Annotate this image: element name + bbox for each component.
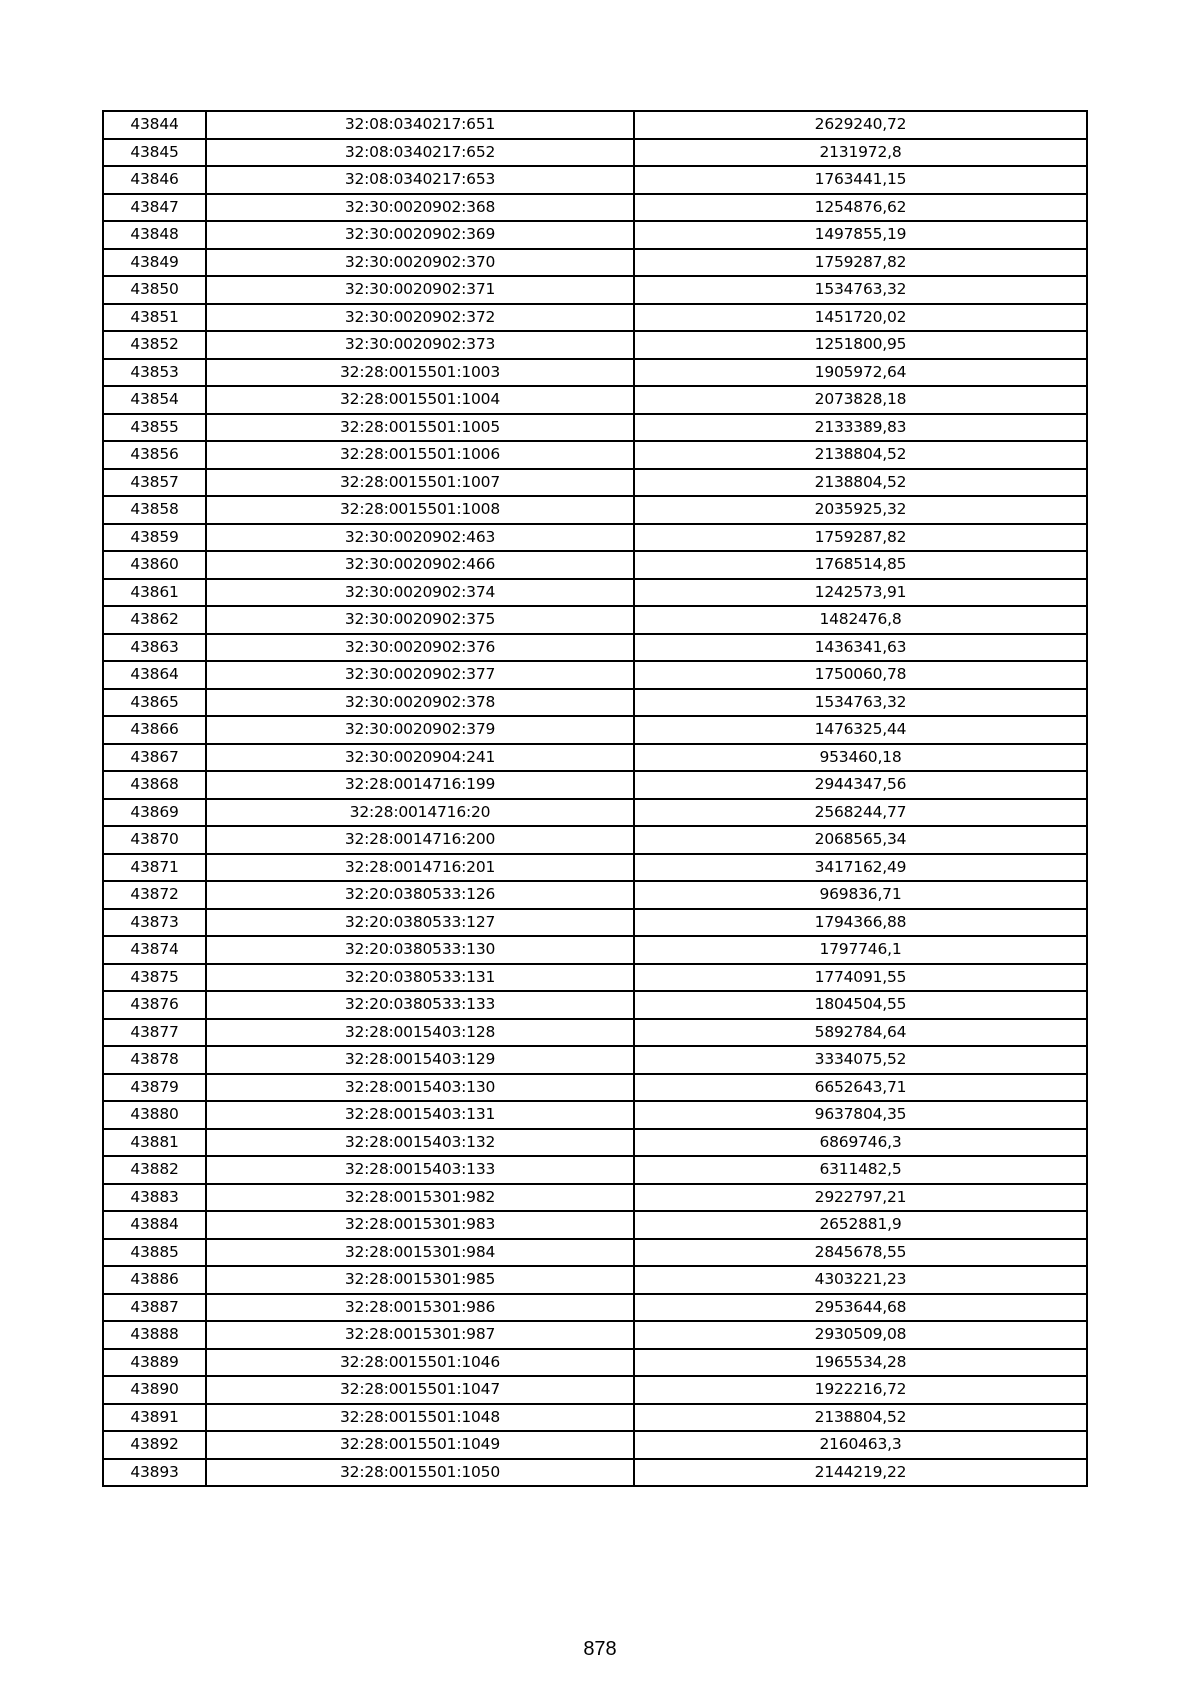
row-number-cell: 43884 (103, 1211, 206, 1239)
cadastral-number-cell: 32:30:0020902:374 (206, 579, 634, 607)
cadastral-number-cell: 32:28:0014716:20 (206, 799, 634, 827)
cadastral-number-cell: 32:20:0380533:126 (206, 881, 634, 909)
cadastral-value-cell: 2138804,52 (634, 469, 1087, 497)
cadastral-value-cell: 2138804,52 (634, 1404, 1087, 1432)
table-row (103, 221, 1087, 249)
table-row (103, 936, 1087, 964)
cadastral-number-cell: 32:30:0020902:378 (206, 689, 634, 717)
table-row (103, 1074, 1087, 1102)
row-number-cell: 43877 (103, 1019, 206, 1047)
row-number-cell: 43880 (103, 1101, 206, 1129)
cadastral-number-cell: 32:28:0014716:199 (206, 771, 634, 799)
row-number-cell: 43854 (103, 386, 206, 414)
cadastral-number-cell: 32:28:0015501:1008 (206, 496, 634, 524)
row-number-cell: 43864 (103, 661, 206, 689)
row-number-cell: 43890 (103, 1376, 206, 1404)
table-row (103, 1349, 1087, 1377)
row-number-cell: 43862 (103, 606, 206, 634)
row-number-cell: 43848 (103, 221, 206, 249)
cadastral-number-cell: 32:28:0015403:131 (206, 1101, 634, 1129)
cadastral-number-cell: 32:28:0015403:129 (206, 1046, 634, 1074)
row-number-cell: 43891 (103, 1404, 206, 1432)
row-number-cell: 43858 (103, 496, 206, 524)
row-number-cell: 43857 (103, 469, 206, 497)
cadastral-number-cell: 32:20:0380533:131 (206, 964, 634, 992)
table-row (103, 1184, 1087, 1212)
row-number-cell: 43850 (103, 276, 206, 304)
row-number-cell: 43865 (103, 689, 206, 717)
table-row (103, 1101, 1087, 1129)
table-row (103, 1129, 1087, 1157)
cadastral-value-cell: 1965534,28 (634, 1349, 1087, 1377)
row-number-cell: 43855 (103, 414, 206, 442)
cadastral-value-cell: 1763441,15 (634, 166, 1087, 194)
cadastral-value-cell: 3417162,49 (634, 854, 1087, 882)
cadastral-number-cell: 32:28:0014716:201 (206, 854, 634, 882)
cadastral-value-table (102, 110, 1088, 1487)
cadastral-value-cell: 1804504,55 (634, 991, 1087, 1019)
cadastral-value-cell: 6311482,5 (634, 1156, 1087, 1184)
table-row (103, 1239, 1087, 1267)
cadastral-value-cell: 953460,18 (634, 744, 1087, 772)
cadastral-value-cell: 2133389,83 (634, 414, 1087, 442)
table-row (103, 524, 1087, 552)
table-row (103, 331, 1087, 359)
table-row (103, 991, 1087, 1019)
cadastral-number-cell: 32:28:0015501:1049 (206, 1431, 634, 1459)
table-row (103, 716, 1087, 744)
table-row (103, 661, 1087, 689)
table-row (103, 1266, 1087, 1294)
cadastral-value-cell: 1905972,64 (634, 359, 1087, 387)
row-number-cell: 43851 (103, 304, 206, 332)
cadastral-value-cell: 1482476,8 (634, 606, 1087, 634)
row-number-cell: 43889 (103, 1349, 206, 1377)
cadastral-value-cell: 6652643,71 (634, 1074, 1087, 1102)
cadastral-number-cell: 32:28:0015403:130 (206, 1074, 634, 1102)
table-row (103, 139, 1087, 167)
cadastral-number-cell: 32:28:0014716:200 (206, 826, 634, 854)
row-number-cell: 43859 (103, 524, 206, 552)
cadastral-value-cell: 1774091,55 (634, 964, 1087, 992)
cadastral-value-cell: 1794366,88 (634, 909, 1087, 937)
row-number-cell: 43844 (103, 111, 206, 139)
cadastral-number-cell: 32:28:0015501:1050 (206, 1459, 634, 1487)
cadastral-value-cell: 9637804,35 (634, 1101, 1087, 1129)
cadastral-value-cell: 2068565,34 (634, 826, 1087, 854)
cadastral-value-cell: 2131972,8 (634, 139, 1087, 167)
cadastral-value-cell: 1451720,02 (634, 304, 1087, 332)
row-number-cell: 43883 (103, 1184, 206, 1212)
table-row (103, 249, 1087, 277)
table-row (103, 854, 1087, 882)
row-number-cell: 43871 (103, 854, 206, 882)
row-number-cell: 43845 (103, 139, 206, 167)
cadastral-value-cell: 2922797,21 (634, 1184, 1087, 1212)
row-number-cell: 43878 (103, 1046, 206, 1074)
table-row (103, 744, 1087, 772)
row-number-cell: 43861 (103, 579, 206, 607)
table-row (103, 414, 1087, 442)
table-row (103, 386, 1087, 414)
cadastral-number-cell: 32:30:0020902:370 (206, 249, 634, 277)
cadastral-number-cell: 32:30:0020902:379 (206, 716, 634, 744)
cadastral-value-cell: 2845678,55 (634, 1239, 1087, 1267)
cadastral-value-cell: 1476325,44 (634, 716, 1087, 744)
cadastral-value-cell: 1251800,95 (634, 331, 1087, 359)
table-row (103, 634, 1087, 662)
cadastral-number-cell: 32:30:0020902:375 (206, 606, 634, 634)
page-number: 878 (583, 1638, 617, 1660)
cadastral-number-cell: 32:28:0015501:1004 (206, 386, 634, 414)
cadastral-number-cell: 32:20:0380533:133 (206, 991, 634, 1019)
cadastral-number-cell: 32:28:0015501:1006 (206, 441, 634, 469)
cadastral-value-cell: 1254876,62 (634, 194, 1087, 222)
cadastral-value-cell: 2138804,52 (634, 441, 1087, 469)
cadastral-number-cell: 32:28:0015501:1046 (206, 1349, 634, 1377)
row-number-cell: 43872 (103, 881, 206, 909)
row-number-cell: 43885 (103, 1239, 206, 1267)
table-row (103, 579, 1087, 607)
row-number-cell: 43846 (103, 166, 206, 194)
cadastral-value-cell: 2568244,77 (634, 799, 1087, 827)
cadastral-value-cell: 1768514,85 (634, 551, 1087, 579)
cadastral-value-cell: 2073828,18 (634, 386, 1087, 414)
cadastral-number-cell: 32:30:0020902:369 (206, 221, 634, 249)
cadastral-value-cell: 1750060,78 (634, 661, 1087, 689)
table-row (103, 1211, 1087, 1239)
table-row (103, 1019, 1087, 1047)
cadastral-value-cell: 1497855,19 (634, 221, 1087, 249)
row-number-cell: 43853 (103, 359, 206, 387)
table-row (103, 304, 1087, 332)
row-number-cell: 43849 (103, 249, 206, 277)
cadastral-number-cell: 32:28:0015301:985 (206, 1266, 634, 1294)
row-number-cell: 43886 (103, 1266, 206, 1294)
cadastral-value-cell: 1436341,63 (634, 634, 1087, 662)
table-row (103, 1046, 1087, 1074)
cadastral-number-cell: 32:28:0015501:1003 (206, 359, 634, 387)
cadastral-value-cell: 1759287,82 (634, 249, 1087, 277)
cadastral-number-cell: 32:28:0015501:1048 (206, 1404, 634, 1432)
row-number-cell: 43867 (103, 744, 206, 772)
table-row (103, 166, 1087, 194)
table-row (103, 771, 1087, 799)
cadastral-value-cell: 2953644,68 (634, 1294, 1087, 1322)
cadastral-number-cell: 32:28:0015501:1007 (206, 469, 634, 497)
table-row (103, 469, 1087, 497)
table-row (103, 964, 1087, 992)
cadastral-number-cell: 32:08:0340217:653 (206, 166, 634, 194)
row-number-cell: 43847 (103, 194, 206, 222)
table-row (103, 1376, 1087, 1404)
cadastral-number-cell: 32:28:0015301:987 (206, 1321, 634, 1349)
table-row (103, 1459, 1087, 1487)
cadastral-number-cell: 32:30:0020902:371 (206, 276, 634, 304)
cadastral-number-cell: 32:28:0015403:133 (206, 1156, 634, 1184)
cadastral-value-cell: 5892784,64 (634, 1019, 1087, 1047)
row-number-cell: 43875 (103, 964, 206, 992)
cadastral-value-cell: 2144219,22 (634, 1459, 1087, 1487)
row-number-cell: 43870 (103, 826, 206, 854)
table-row (103, 1431, 1087, 1459)
table-row (103, 111, 1087, 139)
table-row (103, 1321, 1087, 1349)
table-row (103, 551, 1087, 579)
table-row (103, 826, 1087, 854)
row-number-cell: 43860 (103, 551, 206, 579)
row-number-cell: 43887 (103, 1294, 206, 1322)
table-row (103, 1294, 1087, 1322)
row-number-cell: 43869 (103, 799, 206, 827)
cadastral-number-cell: 32:28:0015501:1047 (206, 1376, 634, 1404)
cadastral-number-cell: 32:08:0340217:652 (206, 139, 634, 167)
cadastral-value-cell: 2035925,32 (634, 496, 1087, 524)
row-number-cell: 43873 (103, 909, 206, 937)
table-row (103, 1404, 1087, 1432)
table-row (103, 881, 1087, 909)
cadastral-number-cell: 32:20:0380533:130 (206, 936, 634, 964)
cadastral-value-cell: 2629240,72 (634, 111, 1087, 139)
cadastral-number-cell: 32:28:0015403:128 (206, 1019, 634, 1047)
cadastral-number-cell: 32:30:0020904:241 (206, 744, 634, 772)
table-row (103, 496, 1087, 524)
cadastral-number-cell: 32:28:0015301:984 (206, 1239, 634, 1267)
row-number-cell: 43874 (103, 936, 206, 964)
cadastral-number-cell: 32:30:0020902:373 (206, 331, 634, 359)
row-number-cell: 43882 (103, 1156, 206, 1184)
cadastral-number-cell: 32:08:0340217:651 (206, 111, 634, 139)
cadastral-value-cell: 1534763,32 (634, 689, 1087, 717)
row-number-cell: 43893 (103, 1459, 206, 1487)
table-row (103, 194, 1087, 222)
cadastral-value-cell: 2160463,3 (634, 1431, 1087, 1459)
row-number-cell: 43881 (103, 1129, 206, 1157)
cadastral-value-cell: 2930509,08 (634, 1321, 1087, 1349)
row-number-cell: 43892 (103, 1431, 206, 1459)
table-row (103, 799, 1087, 827)
cadastral-value-cell: 2652881,9 (634, 1211, 1087, 1239)
table-row (103, 606, 1087, 634)
row-number-cell: 43888 (103, 1321, 206, 1349)
cadastral-value-cell: 6869746,3 (634, 1129, 1087, 1157)
cadastral-value-cell: 4303221,23 (634, 1266, 1087, 1294)
cadastral-number-cell: 32:30:0020902:376 (206, 634, 634, 662)
cadastral-number-cell: 32:28:0015403:132 (206, 1129, 634, 1157)
cadastral-number-cell: 32:30:0020902:368 (206, 194, 634, 222)
cadastral-value-cell: 1797746,1 (634, 936, 1087, 964)
cadastral-value-cell: 1922216,72 (634, 1376, 1087, 1404)
table-row (103, 441, 1087, 469)
cadastral-value-cell: 1242573,91 (634, 579, 1087, 607)
row-number-cell: 43856 (103, 441, 206, 469)
cadastral-number-cell: 32:28:0015301:986 (206, 1294, 634, 1322)
cadastral-value-cell: 3334075,52 (634, 1046, 1087, 1074)
table-row (103, 359, 1087, 387)
cadastral-value-cell: 969836,71 (634, 881, 1087, 909)
cadastral-number-cell: 32:28:0015301:983 (206, 1211, 634, 1239)
cadastral-number-cell: 32:30:0020902:377 (206, 661, 634, 689)
row-number-cell: 43876 (103, 991, 206, 1019)
cadastral-number-cell: 32:30:0020902:463 (206, 524, 634, 552)
row-number-cell: 43863 (103, 634, 206, 662)
table-row (103, 909, 1087, 937)
row-number-cell: 43879 (103, 1074, 206, 1102)
table-row (103, 1156, 1087, 1184)
table-row (103, 276, 1087, 304)
row-number-cell: 43852 (103, 331, 206, 359)
cadastral-number-cell: 32:30:0020902:372 (206, 304, 634, 332)
row-number-cell: 43868 (103, 771, 206, 799)
cadastral-number-cell: 32:28:0015301:982 (206, 1184, 634, 1212)
table-body (103, 111, 1087, 1486)
cadastral-value-cell: 1534763,32 (634, 276, 1087, 304)
cadastral-number-cell: 32:30:0020902:466 (206, 551, 634, 579)
cadastral-value-cell: 1759287,82 (634, 524, 1087, 552)
row-number-cell: 43866 (103, 716, 206, 744)
table-row (103, 689, 1087, 717)
cadastral-number-cell: 32:20:0380533:127 (206, 909, 634, 937)
cadastral-number-cell: 32:28:0015501:1005 (206, 414, 634, 442)
cadastral-value-cell: 2944347,56 (634, 771, 1087, 799)
